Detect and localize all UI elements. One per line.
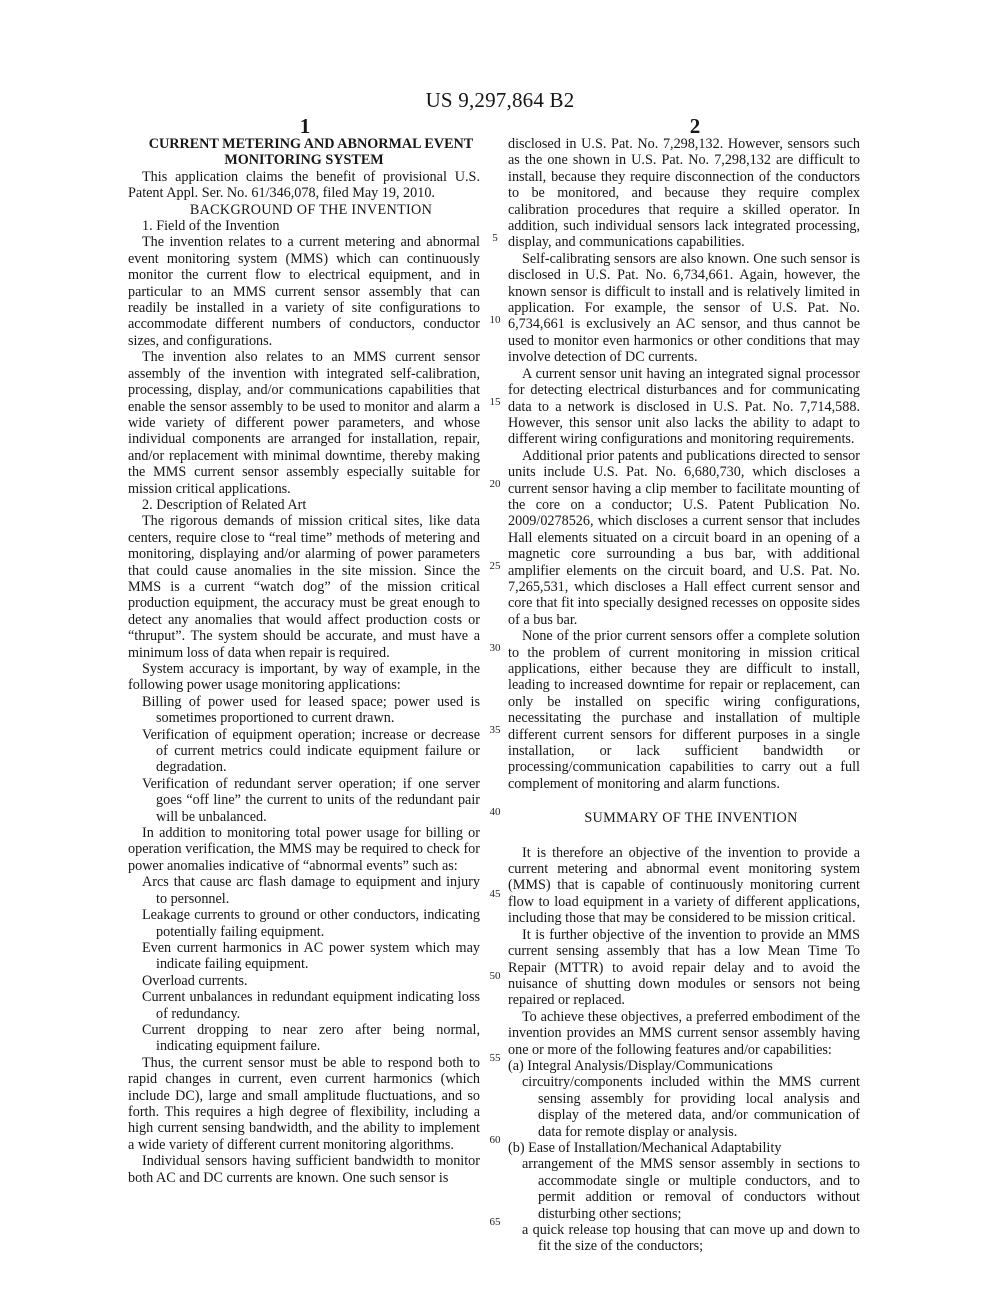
column-number-right: 2 bbox=[689, 114, 701, 138]
paragraph: It is further objective of the invention to provide an MMS current sensing assembly that has a low Mean Time To Repair (MTTR) to avoid repair delay and to avoid the nuisance of shutting down modules or sensors not being repaired or replaced. bbox=[508, 926, 860, 1009]
paragraph: System accuracy is important, by way of example, in the following power usage monitoring applications: bbox=[128, 661, 480, 694]
left-column bbox=[128, 136, 480, 1186]
claim-paragraph: This application claims the benefit of provisional U.S. Patent Appl. Ser. No. 61/346,078, filed May 19, 2010. bbox=[128, 168, 480, 202]
list-item: Overload currents. bbox=[142, 972, 248, 989]
list-item: Current dropping to near zero after being normal, indicating equipment failure. bbox=[142, 1021, 480, 1055]
background-heading: BACKGROUND OF THE INVENTION bbox=[189, 201, 433, 218]
line-number: 55 bbox=[489, 1052, 501, 1064]
line-number: 5 bbox=[492, 232, 498, 244]
list-item: Current unbalances in redundant equipment indicating loss of redundancy. bbox=[142, 989, 480, 1022]
feature-text: arrangement of the MMS sensor assembly in sections to accommodate single or multiple conductors, and to permit addition or removal of conductors without disturbing other sections; bbox=[522, 1156, 860, 1222]
paragraph: The invention also relates to an MMS current sensor assembly of the invention with integrated self-calibration, processing, display, and/or communications capabilities that enable the sensor assembly to be used to monitor and alarm a wide variety of different power parameters, and whose individual components are arranged for installation, repair, and/or replacement with minimal downtime, thereby making the MMS current sensor assembly especially suitable for mission critical applications. bbox=[128, 349, 480, 497]
feature-text: circuitry/components included within the MMS current sensing assembly for providing local analysis and display of the metered data, and/or communication of data for remote display or analysis. bbox=[522, 1074, 860, 1140]
paragraph: Individual sensors having sufficient bandwidth to monitor both AC and DC currents are known. One such sensor is bbox=[128, 1153, 480, 1186]
line-number: 20 bbox=[489, 478, 501, 490]
feature-text: a quick release top housing that can move up and down to fit the size of the conductors; bbox=[522, 1222, 860, 1255]
paragraph: None of the prior current sensors offer a complete solution to the problem of current monitoring in mission critical applications, either because they are difficult to install, leading to increased downtime for repair or replacement, can only be installed on specific wiring configurations, necessitating the purchase and installation of multiple different current sensors for different purposes in a single installation, or lack sufficient bandwidth or processing/communication capabilities to carry out a full complement of monitoring and alarm functions. bbox=[508, 628, 860, 792]
related-art-subheading: 2. Description of Related Art bbox=[142, 496, 307, 513]
list-item: Verification of equipment operation; increase or decrease of current metrics could indicate equipment failure or degradation. bbox=[142, 726, 480, 776]
document-title: CURRENT METERING AND ABNORMAL EVENT MONITORING SYSTEM bbox=[148, 136, 474, 169]
line-number: 10 bbox=[489, 314, 501, 326]
paragraph: The invention relates to a current metering and abnormal event monitoring system (MMS) which can continuously monitor the current flow to electrical equipment, and in particular to an MMS current sensor assembly that can readily be installed in a variety of site configurations to accommodate different numbers of conductors, conductor sizes, and configurations. bbox=[128, 234, 480, 349]
paragraph: disclosed in U.S. Pat. No. 7,298,132. However, sensors such as the one shown in U.S. Pat. No. 7,298,132 are difficult to install, because they require disconnection of the conductors to be monitored, and because they require complex calibration procedures that require a skilled operator. In addition, such individual sensors lack integrated processing, display, and communications capabilities. bbox=[508, 136, 860, 251]
paragraph: The rigorous demands of mission critical sites, like data centers, require close to “real time” methods of metering and monitoring, displaying and/or alarming of power parameters that could cause anomalies in the site mission. Since the MMS is a current “watch dog” of the mission critical production equipment, the accuracy must be great enough to detect any anomalies that would affect production costs or “thruput”. The system should be accurate, and must have a minimum loss of data when repair is required. bbox=[128, 513, 480, 661]
list-item: Arcs that cause arc flash damage to equipment and injury to personnel. bbox=[142, 874, 480, 907]
summary-heading: SUMMARY OF THE INVENTION bbox=[584, 810, 798, 827]
paragraph: Additional prior patents and publications directed to sensor units include U.S. Pat. No. 6,680,730, which discloses a current sensor having a clip member to facilitate mounting of the core on a conductor; U.S. Patent Publication No. 2009/0278526, which discloses a current sensor that includes Hall elements situated on a circuit board in an opening of a magnetic core surrounding a bus bar, with additional amplifier elements on the circuit board, and U.S. Pat. No. 7,265,531, which discloses a Hall effect current sensor and core that fit into specially designed recesses on opposite sides of a bus bar. bbox=[508, 447, 860, 628]
feature-heading-a: (a) Integral Analysis/Display/Communications bbox=[508, 1057, 773, 1074]
paragraph: To achieve these objectives, a preferred embodiment of the invention provides an MMS current sensor assembly having one or more of the following features and/or capabilities: bbox=[508, 1008, 860, 1058]
line-number: 40 bbox=[489, 806, 501, 818]
paragraph: Self-calibrating sensors are also known. One such sensor is disclosed in U.S. Pat. No. 6,734,661. Again, however, the known sensor is difficult to install and is relatively limited in application. For example, the sensor of U.S. Pat. No. 6,734,661 is exclusively an AC sensor, and thus cannot be used to monitor even harmonics or other conditions that may involve detection of DC currents. bbox=[508, 250, 860, 366]
feature-heading-b: (b) Ease of Installation/Mechanical Adaptability bbox=[508, 1139, 782, 1156]
column-number-left: 1 bbox=[299, 114, 311, 138]
line-number: 65 bbox=[489, 1216, 501, 1228]
line-number: 15 bbox=[489, 396, 501, 408]
paragraph: A current sensor unit having an integrated signal processor for detecting electrical disturbances and for communicating data to a network is disclosed in U.S. Pat. No. 7,714,588. However, this sensor unit also lacks the ability to adapt to different wiring configurations and monitoring requirements. bbox=[508, 365, 860, 448]
line-number: 25 bbox=[489, 560, 501, 572]
list-item: Billing of power used for leased space; power used is sometimes proportioned to current drawn. bbox=[142, 693, 480, 727]
right-column bbox=[508, 136, 860, 1255]
paragraph: Thus, the current sensor must be able to respond both to rapid changes in current, even current harmonics (which include DC), large and small amplitude fluctuations, and so forth. This requires a high degree of flexibility, including a high current sensing bandwidth, and the ability to implement a wide variety of different current monitoring algorithms. bbox=[128, 1054, 480, 1153]
paragraph: In addition to monitoring total power usage for billing or operation verification, the MMS may be required to check for power anomalies indicative of “abnormal events” such as: bbox=[128, 825, 480, 874]
paragraph: It is therefore an objective of the invention to provide a current metering and abnormal event monitoring system (MMS) that is capable of continuously monitoring current flow to load equipment in a variety of different applications, including those that may be considered to be mission critical. bbox=[508, 844, 860, 927]
line-number: 35 bbox=[489, 724, 501, 736]
list-item: Verification of redundant server operation; if one server goes “off line” the current to units of the redundant pair will be unbalanced. bbox=[142, 775, 480, 825]
patent-number: US 9,297,864 B2 bbox=[425, 88, 575, 112]
line-number: 60 bbox=[489, 1134, 501, 1146]
line-number: 50 bbox=[489, 970, 501, 982]
list-item: Even current harmonics in AC power system which may indicate failing equipment. bbox=[142, 939, 480, 973]
field-subheading: 1. Field of the Invention bbox=[142, 218, 280, 235]
list-item: Leakage currents to ground or other conductors, indicating potentially failing equipment. bbox=[142, 907, 480, 940]
line-number: 45 bbox=[489, 888, 501, 900]
line-number: 30 bbox=[489, 642, 501, 654]
